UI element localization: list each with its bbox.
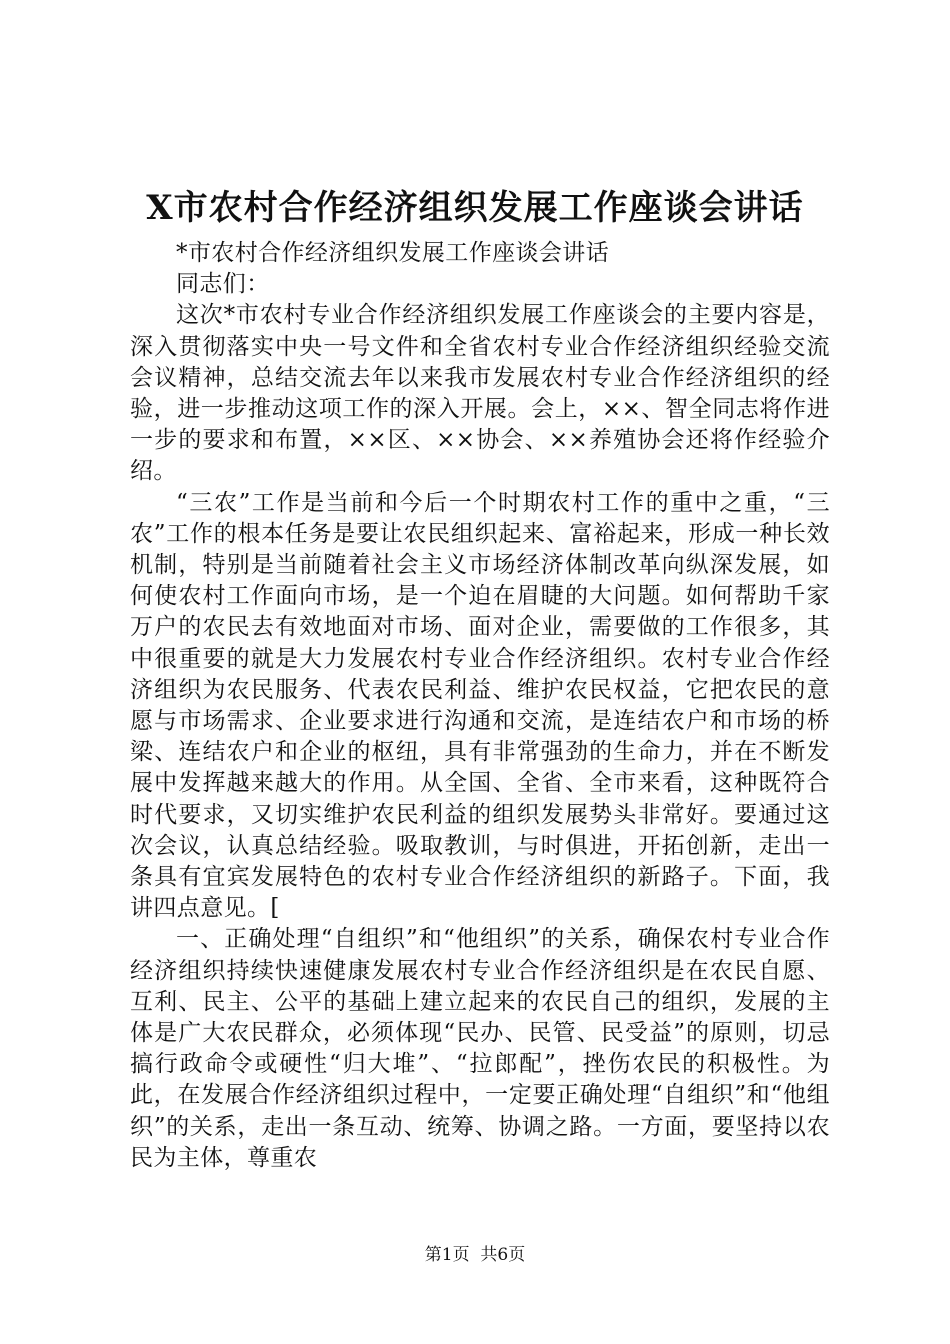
footer-separator: [470, 1245, 481, 1265]
page-footer: [0, 1243, 950, 1267]
document-title: X市农村合作经济组织发展工作座谈会讲话: [146, 188, 804, 228]
body-paragraph: “三农”工作是当前和今后一个时期农村工作的重中之重，“三农”工作的根本任务是要让农民组织起来、富裕起来，形成一种长效机制，特别是当前随着社会主义市场经济体制改革向纵深发展，如何使农村工作面向市场，是一个迫在眉睫的大问题。如何帮助千家万户的农民去有效地面对市场、面对企业，需要做的工作很多，其中很重要的就是大力发展农村专业合作经济组织。农村专业合作经济组织为农民服务、代表农民利益、维护农民权益，它把农民的意愿与市场需求、企业要求进行沟通和交流，是连结农户和市场的桥梁、连结农户和企业的枢纽，具有非常强劲的生命力，并在不断发展中发挥越来越大的作用。从全国、全省、全市来看，这种既符合时代要求，又切实维护农民利益的组织发展势头非常好。要通过这次会议，认真总结经验。吸取教训，与时俱进，开拓创新，走出一条具有宜宾发展特色的农村专业合作经济组织的新路子。下面，我讲四点意见。[: [130, 489, 830, 922]
page-total: 共6页: [480, 1245, 526, 1265]
body-paragraph: 一、正确处理“自组织”和“他组织”的关系，确保农村专业合作经济组织持续快速健康发展农村专业合作经济组织是在农民自愿、互利、民主、公平的基础上建立起来的农民自己的组织，发展的主体是广大农民群众，必须体现“民办、民管、民受益”的原则，切忌搞行政命令或硬性“归大堆”、“拉郎配”，挫伤农民的积极性。为此，在发展合作经济组织过程中，一定要正确处理“自组织”和“他组织”的关系，走出一条互动、统筹、协调之路。一方面，要坚持以农民为主体，尊重农: [130, 926, 830, 1171]
page-number: 第1页: [424, 1245, 470, 1265]
salutation-paragraph: 同志们：: [176, 271, 270, 298]
body-paragraph: 这次*市农村专业合作经济组织发展工作座谈会的主要内容是，深入贯彻落实中央一号文件和全省农村专业合作经济组织经验交流会议精神，总结交流去年以来我市发展农村专业合作经济组织的经验，进一步推动这项工作的深入开展。会上，××、智全同志将作进一步的要求和布置，××区、××协会、××养殖协会还将作经验介绍。: [130, 302, 830, 485]
document-body: [130, 238, 830, 1174]
subtitle-paragraph: *市农村合作经济组织发展工作座谈会讲话: [176, 240, 610, 266]
